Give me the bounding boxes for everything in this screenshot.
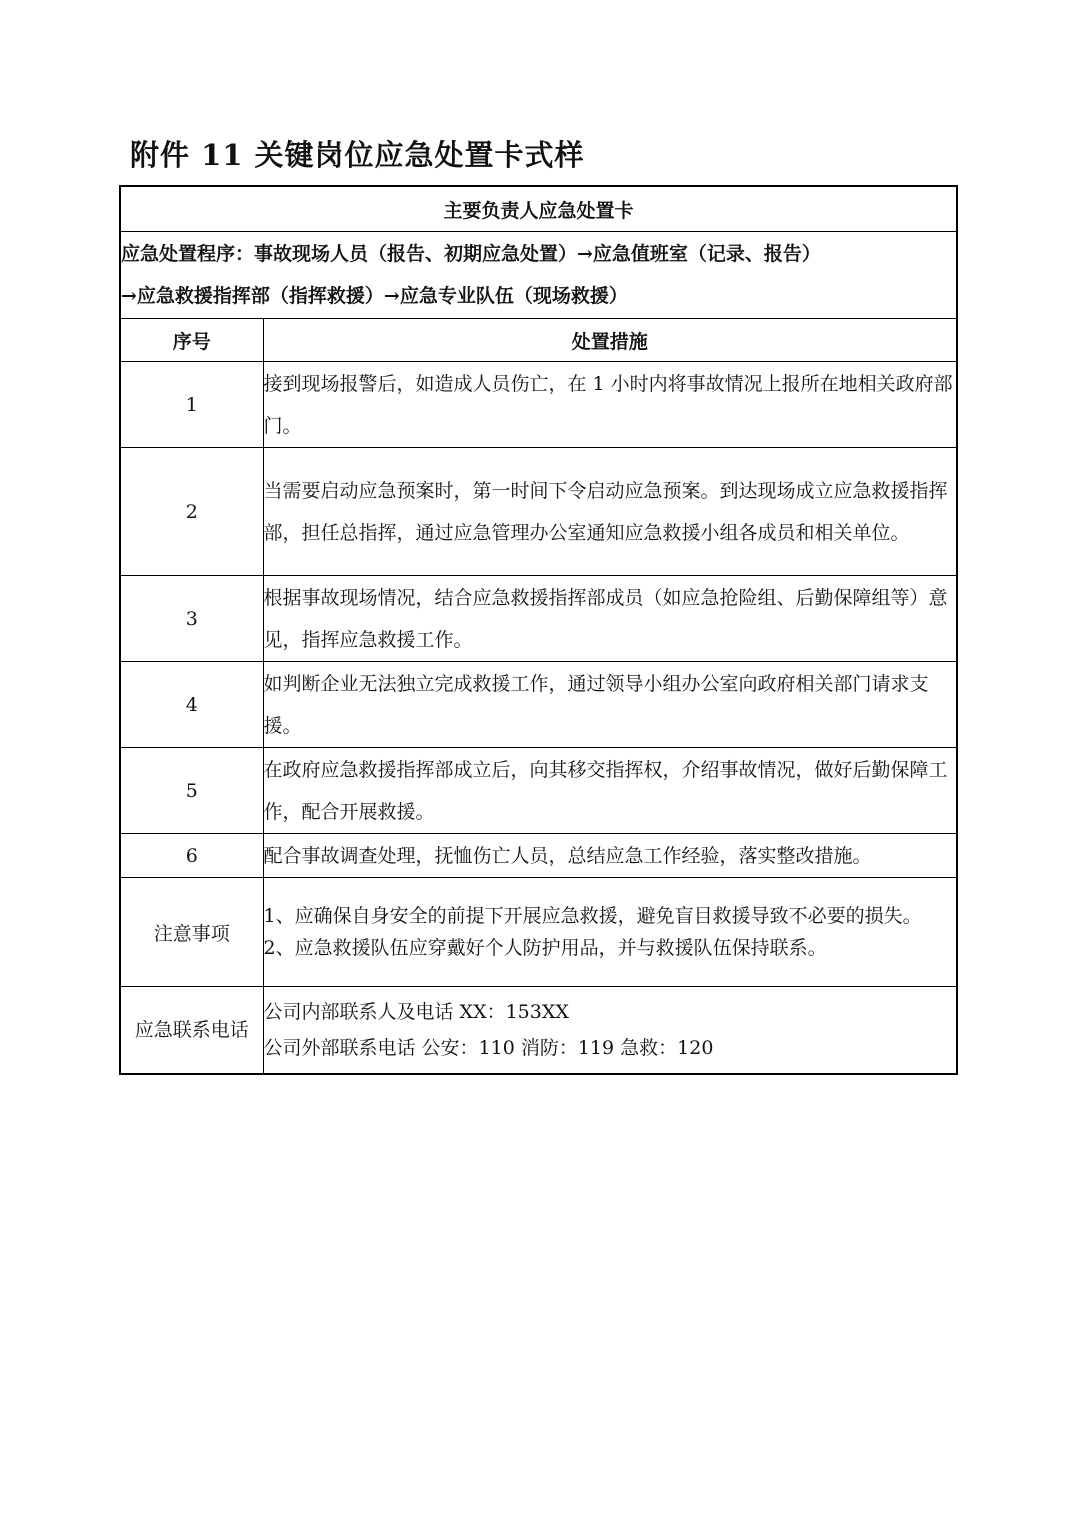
procedure-line-2: →应急救援指挥部（指挥救援）→应急专业队伍（现场救援） — [121, 285, 628, 307]
card-title: 主要负责人应急处置卡 — [120, 186, 957, 232]
note-item: 1、应确保自身安全的前提下开展应急救援，避免盲目救援导致不必要的损失。 — [263, 905, 922, 927]
procedure-row — [120, 232, 957, 319]
row-measure: 配合事故调查处理，抚恤伤亡人员，总结应急工作经验，落实整改措施。 — [263, 834, 957, 878]
table-row — [120, 576, 957, 662]
emergency-card-table — [119, 185, 958, 1075]
procedure-line-1: 应急处置程序：事故现场人员（报告、初期应急处置）→应急值班室（记录、报告） — [121, 243, 821, 265]
table-row — [120, 834, 957, 878]
row-seq: 1 — [120, 362, 263, 448]
table-row — [120, 748, 957, 834]
row-measure: 当需要启动应急预案时，第一时间下令启动应急预案。到达现场成立应急救援指挥部，担任总指挥，通过应急管理办公室通知应急救援小组各成员和相关单位。 — [263, 448, 957, 576]
notes-label: 注意事项 — [120, 878, 263, 987]
row-measure: 接到现场报警后，如造成人员伤亡，在 1 小时内将事故情况上报所在地相关政府部门。 — [263, 362, 957, 448]
contact-row — [120, 987, 957, 1075]
table-row — [120, 662, 957, 748]
notes-row — [120, 878, 957, 987]
row-seq: 4 — [120, 662, 263, 748]
document-title: 附件 11 关键岗位应急处置卡式样 — [130, 138, 585, 172]
header-measure: 处置措施 — [263, 319, 957, 362]
contact-external: 公司外部联系电话 公安：110 消防：119 急救：120 — [263, 1037, 714, 1059]
row-seq: 3 — [120, 576, 263, 662]
row-seq: 2 — [120, 448, 263, 576]
row-measure: 在政府应急救援指挥部成立后，向其移交指挥权，介绍事故情况，做好后勤保障工作，配合开展救援。 — [263, 748, 957, 834]
row-seq: 6 — [120, 834, 263, 878]
header-seq: 序号 — [120, 319, 263, 362]
table-row — [120, 362, 957, 448]
table-header-row — [120, 319, 957, 362]
table-row — [120, 448, 957, 576]
notes-content — [263, 878, 957, 987]
note-item: 2、应急救援队伍应穿戴好个人防护用品，并与救援队伍保持联系。 — [263, 937, 827, 959]
contact-internal: 公司内部联系人及电话 XX：153XX — [263, 1001, 569, 1023]
contact-label: 应急联系电话 — [120, 987, 263, 1075]
row-seq: 5 — [120, 748, 263, 834]
contact-content — [263, 987, 957, 1075]
row-measure: 根据事故现场情况，结合应急救援指挥部成员（如应急抢险组、后勤保障组等）意见，指挥应急救援工作。 — [263, 576, 957, 662]
procedure-text — [120, 232, 957, 319]
row-measure: 如判断企业无法独立完成救援工作，通过领导小组办公室向政府相关部门请求支援。 — [263, 662, 957, 748]
card-title-row — [120, 186, 957, 232]
